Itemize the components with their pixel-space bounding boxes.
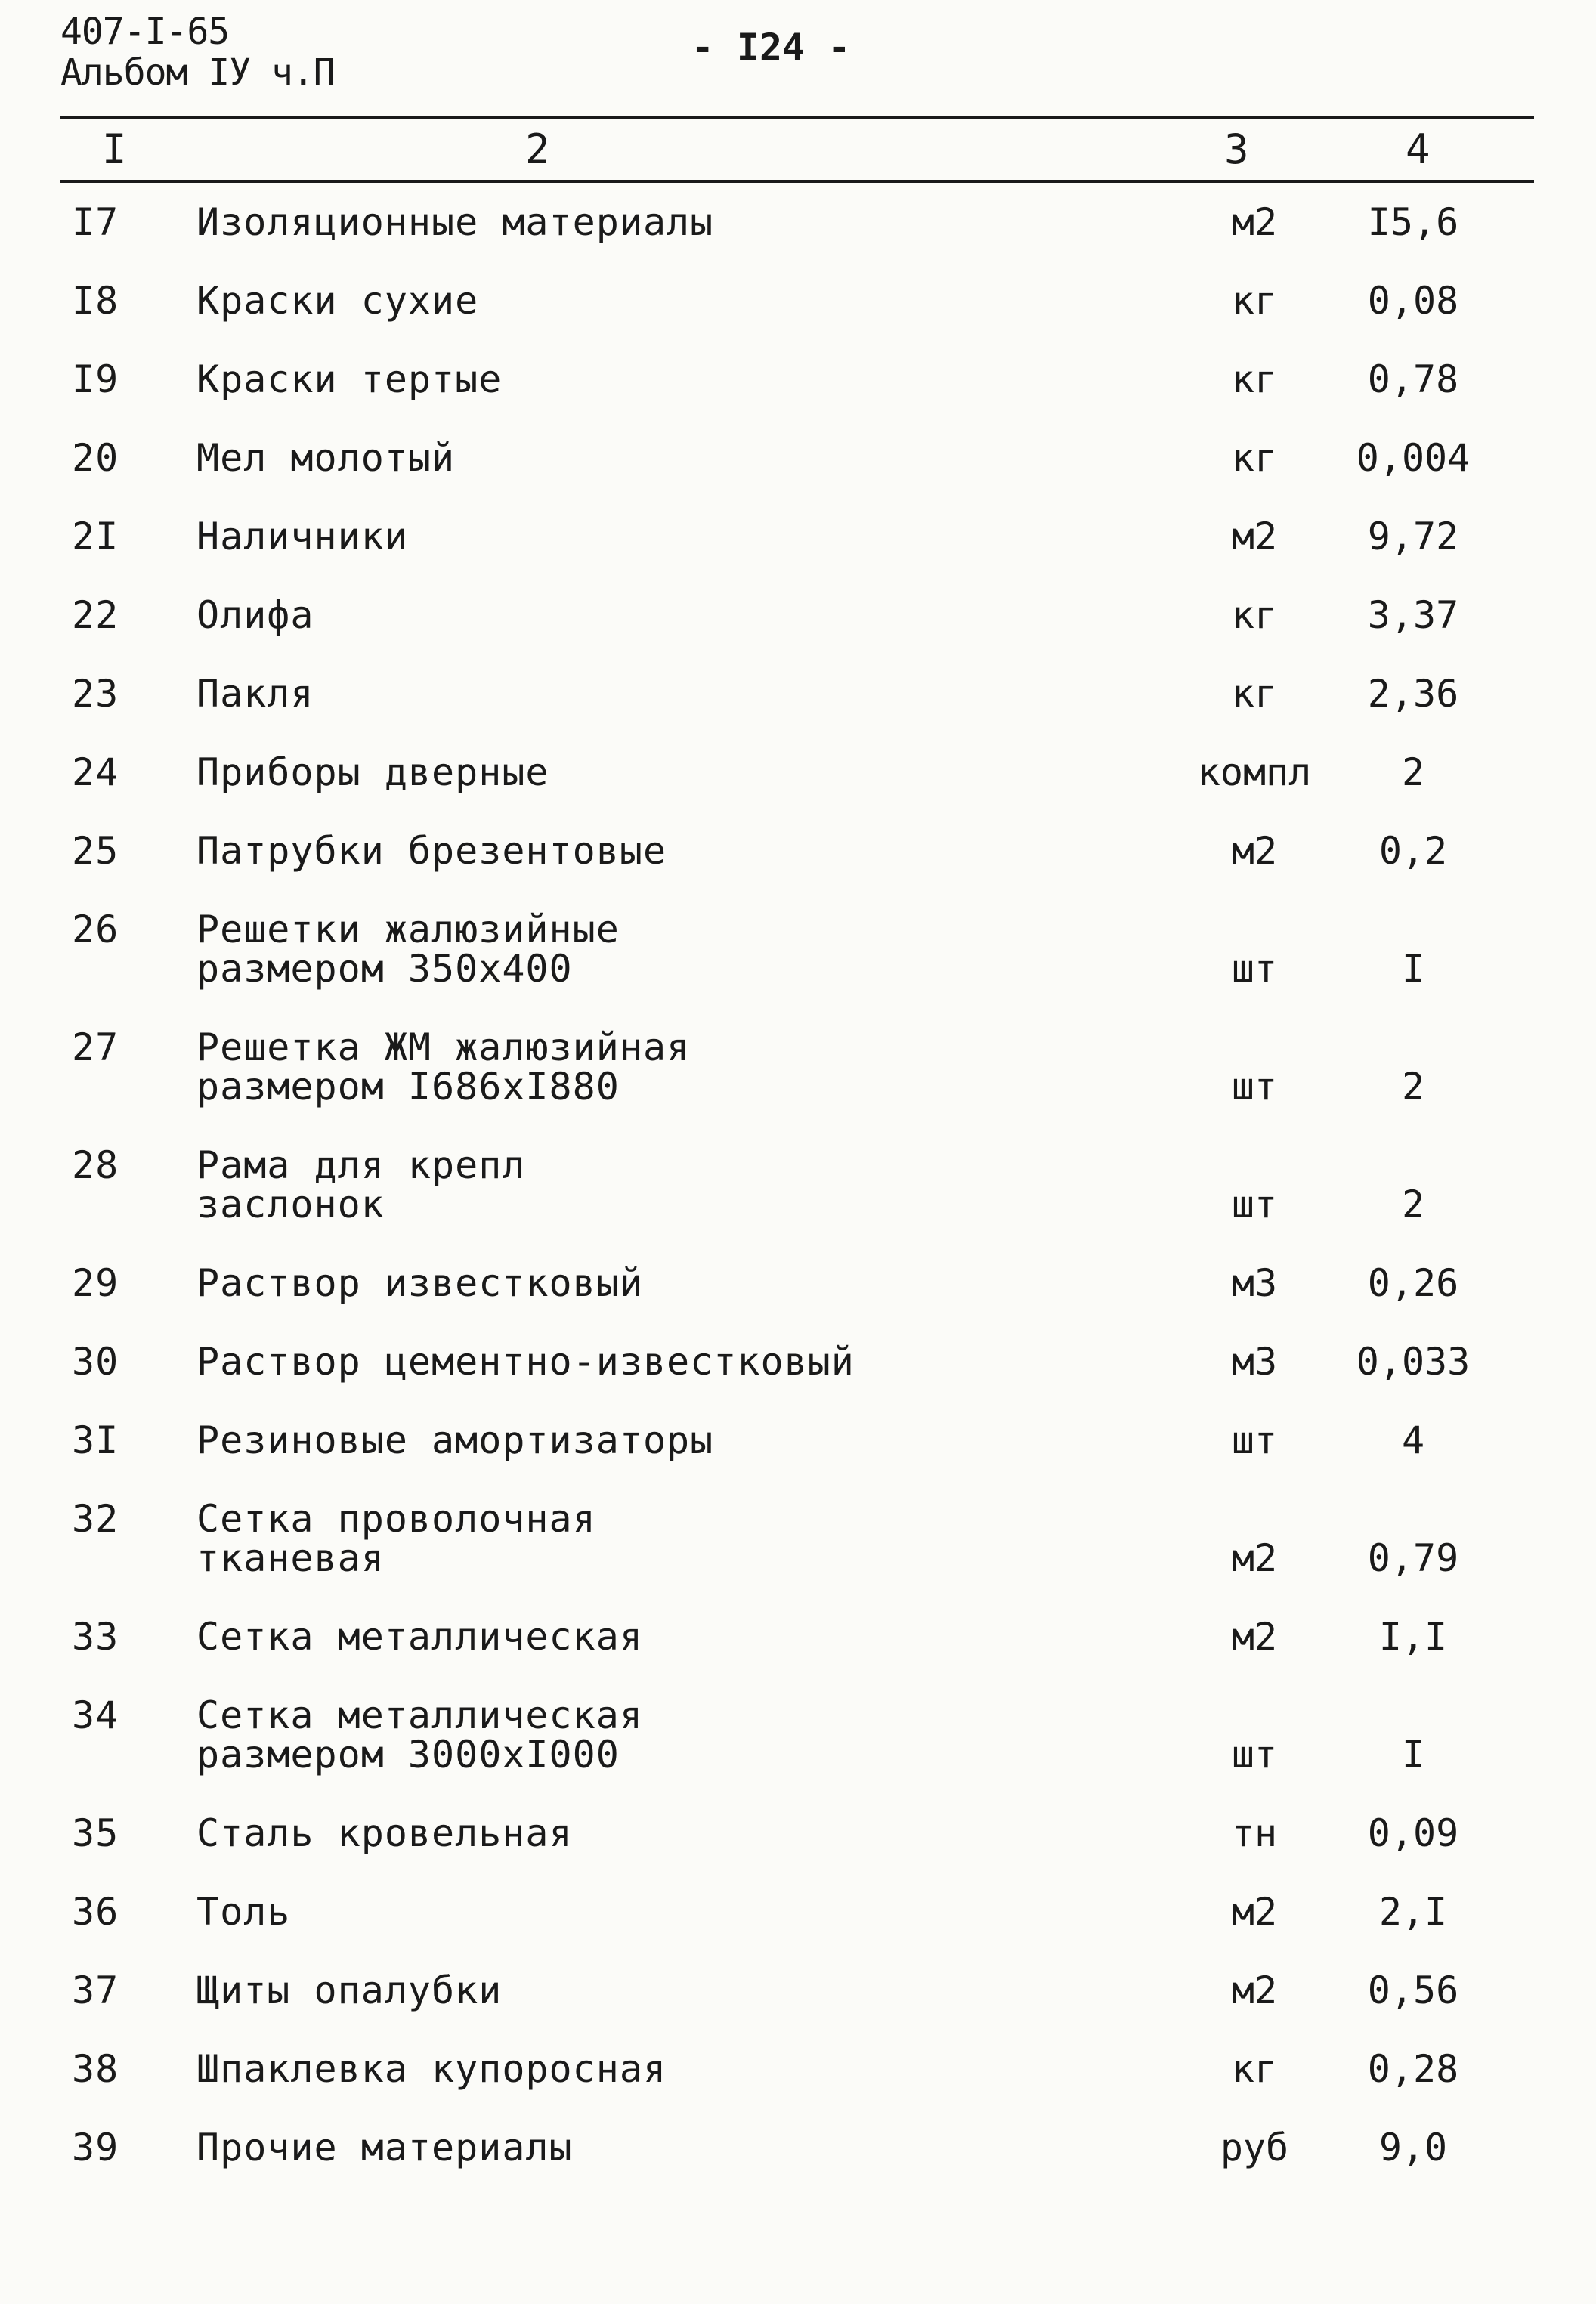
table-row (0, 281, 1596, 360)
unit-of-measure: кг (1231, 279, 1278, 323)
quantity: 2,36 (1367, 672, 1459, 716)
table-row (0, 1499, 1596, 1617)
material-name: Краски тертые (196, 357, 503, 401)
material-name: Мел молотый (196, 436, 456, 480)
quantity: 9,72 (1367, 515, 1459, 558)
material-name: Приборы дверные (196, 750, 549, 794)
table-row (0, 831, 1596, 910)
table-row (0, 674, 1596, 753)
unit-of-measure: кг (1231, 672, 1278, 716)
row-number: 34 (72, 1693, 119, 1737)
quantity: I5,6 (1367, 200, 1459, 244)
unit-of-measure: кг (1231, 593, 1278, 637)
unit-of-measure: м3 (1231, 1340, 1278, 1384)
album-label: Альбом IУ ч.П (60, 51, 335, 94)
material-name: Прочие материалы (196, 2126, 573, 2169)
unit-of-measure: кг (1231, 436, 1278, 480)
material-name: Наличники (196, 515, 408, 558)
table-row (0, 595, 1596, 674)
quantity: 0,56 (1367, 1968, 1459, 2012)
quantity: 0,2 (1378, 829, 1448, 873)
quantity: 2 (1401, 1065, 1425, 1109)
material-name: Сетка металлическая (196, 1615, 643, 1659)
row-number: 36 (72, 1890, 119, 1934)
unit-of-measure: кг (1231, 2047, 1278, 2091)
row-number: 22 (72, 593, 119, 637)
table-row (0, 2128, 1596, 2207)
quantity: 0,78 (1367, 357, 1459, 401)
material-name: Сталь кровельная (196, 1811, 573, 1855)
column-header-unit: 3 (1224, 125, 1249, 173)
material-name: Краски сухие (196, 279, 479, 323)
unit-of-measure: руб (1220, 2126, 1289, 2169)
table-header-rule (60, 180, 1534, 183)
row-number: 39 (72, 2126, 119, 2169)
row-number: I8 (72, 279, 119, 323)
document-code: 407-I-65 (60, 11, 230, 53)
unit-of-measure: м2 (1231, 829, 1278, 873)
column-header-number: I (102, 125, 127, 173)
table-row (0, 2049, 1596, 2128)
material-name: Раствор известковый (196, 1261, 643, 1305)
quantity: I (1401, 1733, 1425, 1777)
row-number: 27 (72, 1025, 119, 1069)
material-name: Изоляционные материалы (196, 200, 714, 244)
unit-of-measure: шт (1231, 1418, 1278, 1462)
material-name: Решетка ЖМ жалюзийная размером I686хI880 (196, 1025, 691, 1109)
row-number: 29 (72, 1261, 119, 1305)
unit-of-measure: шт (1231, 1733, 1278, 1777)
table-row (0, 1617, 1596, 1696)
row-number: 23 (72, 672, 119, 716)
table-row (0, 1025, 1596, 1146)
row-number: 38 (72, 2047, 119, 2091)
unit-of-measure: м2 (1231, 1890, 1278, 1934)
material-name: Раствор цементно-известковый (196, 1340, 855, 1384)
row-number: 3I (72, 1418, 119, 1462)
quantity: I (1401, 947, 1425, 991)
material-name: Щиты опалубки (196, 1968, 503, 2012)
unit-of-measure: м2 (1231, 1536, 1278, 1580)
table-row (0, 1811, 1596, 1892)
unit-of-measure: м2 (1231, 515, 1278, 558)
quantity: 0,28 (1367, 2047, 1459, 2091)
quantity: 3,37 (1367, 593, 1459, 637)
unit-of-measure: шт (1231, 1065, 1278, 1109)
materials-table-body (0, 200, 1596, 2207)
quantity: 0,004 (1356, 436, 1471, 480)
quantity: 4 (1401, 1418, 1425, 1462)
quantity: 0,08 (1367, 279, 1459, 323)
row-number: 28 (72, 1143, 119, 1187)
unit-of-measure: кг (1231, 357, 1278, 401)
row-number: I7 (72, 200, 119, 244)
unit-of-measure: компл (1197, 750, 1312, 794)
quantity: I,I (1378, 1615, 1448, 1659)
row-number: 32 (72, 1497, 119, 1541)
table-row (0, 1892, 1596, 1971)
row-number: 20 (72, 436, 119, 480)
table-row (0, 1693, 1596, 1814)
quantity: 2 (1401, 750, 1425, 794)
quantity: 0,79 (1367, 1536, 1459, 1580)
table-row (0, 750, 1596, 831)
material-name: Резиновые амортизаторы (196, 1418, 714, 1462)
unit-of-measure: м3 (1231, 1261, 1278, 1305)
unit-of-measure: м2 (1231, 200, 1278, 244)
quantity: 2,I (1378, 1890, 1448, 1934)
quantity: 0,033 (1356, 1340, 1471, 1384)
table-row (0, 1143, 1596, 1263)
quantity: 0,09 (1367, 1811, 1459, 1855)
table-row (0, 438, 1596, 517)
table-row (0, 200, 1596, 281)
row-number: 26 (72, 908, 119, 951)
material-name: Рама для крепл заслонок (196, 1143, 526, 1226)
table-row (0, 1263, 1596, 1342)
material-name: Шпаклевка купоросная (196, 2047, 667, 2091)
unit-of-measure: тн (1231, 1811, 1278, 1855)
unit-of-measure: шт (1231, 947, 1278, 991)
row-number: 2I (72, 515, 119, 558)
row-number: I9 (72, 357, 119, 401)
row-number: 37 (72, 1968, 119, 2012)
material-name: Патрубки брезентовые (196, 829, 667, 873)
page-number: - I24 - (691, 26, 851, 70)
row-number: 25 (72, 829, 119, 873)
table-row (0, 517, 1596, 595)
material-name: Сетка металлическая размером 3000хI000 (196, 1693, 643, 1777)
table-row (0, 1342, 1596, 1421)
quantity: 2 (1401, 1183, 1425, 1226)
unit-of-measure: м2 (1231, 1968, 1278, 2012)
table-top-rule (60, 116, 1534, 119)
row-number: 35 (72, 1811, 119, 1855)
unit-of-measure: шт (1231, 1183, 1278, 1226)
row-number: 24 (72, 750, 119, 794)
table-row (0, 1418, 1596, 1499)
material-name: Олифа (196, 593, 314, 637)
quantity: 9,0 (1378, 2126, 1448, 2169)
material-name: Сетка проволочная тканевая (196, 1497, 596, 1580)
column-header-name: 2 (525, 125, 550, 173)
quantity: 0,26 (1367, 1261, 1459, 1305)
material-name: Толь (196, 1890, 291, 1934)
table-row (0, 357, 1596, 438)
material-name: Решетки жалюзийные размером 350х400 (196, 908, 620, 991)
row-number: 30 (72, 1340, 119, 1384)
material-name: Пакля (196, 672, 314, 716)
row-number: 33 (72, 1615, 119, 1659)
table-row (0, 1968, 1596, 2049)
unit-of-measure: м2 (1231, 1615, 1278, 1659)
column-header-quantity: 4 (1406, 125, 1431, 173)
table-row (0, 910, 1596, 1028)
